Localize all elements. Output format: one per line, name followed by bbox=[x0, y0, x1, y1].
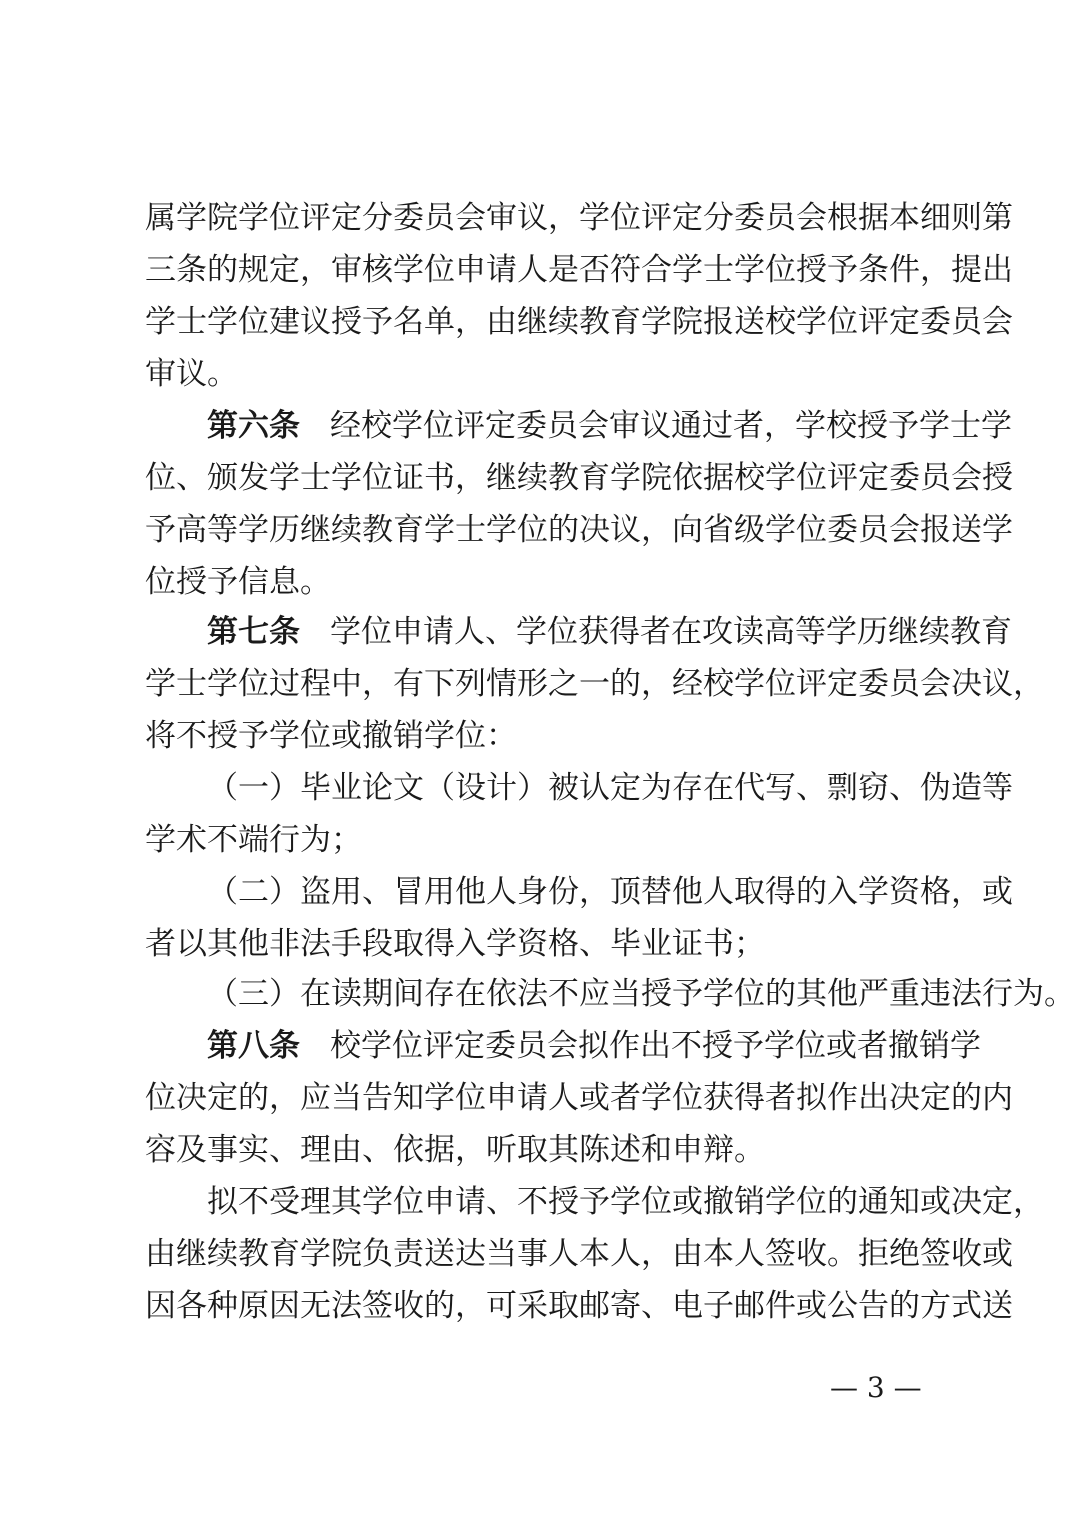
text-line: 由继续教育学院负责送达当事人本人，由本人签收。拒绝签收或 bbox=[145, 1236, 1013, 1272]
article-7-text: 学位申请人、学位获得者在攻读高等学历继续教育 bbox=[330, 614, 1012, 650]
text-line: 位授予信息。 bbox=[145, 564, 331, 600]
text-line: 位决定的，应当告知学位申请人或者学位获得者拟作出决定的内 bbox=[145, 1080, 1013, 1116]
text-line: 予高等学历继续教育学士学位的决议，向省级学位委员会报送学 bbox=[145, 512, 1013, 548]
article-8-text: 校学位评定委员会拟作出不授予学位或者撤销学 bbox=[330, 1028, 981, 1064]
text-line: 学士学位过程中，有下列情形之一的，经校学位评定委员会决议， bbox=[145, 666, 1044, 702]
text-line: 三条的规定，审核学位申请人是否符合学士学位授予条件，提出 bbox=[145, 252, 1013, 288]
article-6-text: 经校学位评定委员会审议通过者，学校授予学士学 bbox=[330, 408, 1012, 444]
paragraph-first-line: 拟不受理其学位申请、不授予学位或撤销学位的通知或决定， bbox=[207, 1184, 1044, 1220]
list-item-1-first: （一）毕业论文（设计）被认定为存在代写、剽窃、伪造等 bbox=[207, 770, 1013, 806]
list-item-1-rest: 学术不端行为； bbox=[145, 822, 362, 858]
page-number: — 3 — bbox=[830, 1371, 922, 1404]
text-line: 容及事实、理由、依据，听取其陈述和申辩。 bbox=[145, 1132, 765, 1168]
article-6-first-line bbox=[207, 406, 1012, 446]
article-7-first-line bbox=[207, 612, 1012, 652]
list-item-2-first: （二）盗用、冒用他人身份，顶替他人取得的入学资格，或 bbox=[207, 874, 1013, 910]
article-8-heading: 第八条 bbox=[207, 1028, 300, 1064]
text-line: 将不授予学位或撤销学位： bbox=[145, 718, 517, 754]
text-line: 因各种原因无法签收的，可采取邮寄、电子邮件或公告的方式送 bbox=[145, 1288, 1013, 1324]
text-line: 学士学位建议授予名单，由继续教育学院报送校学位评定委员会 bbox=[145, 304, 1013, 340]
text-line: 属学院学位评定分委员会审议，学位评定分委员会根据本细则第 bbox=[145, 200, 1013, 236]
text-line: 审议。 bbox=[145, 356, 238, 392]
article-6-heading: 第六条 bbox=[207, 408, 300, 444]
list-item-3: （三）在读期间存在依法不应当授予学位的其他严重违法行为。 bbox=[207, 976, 1075, 1012]
list-item-2-rest: 者以其他非法手段取得入学资格、毕业证书； bbox=[145, 926, 765, 962]
article-8-first-line bbox=[207, 1026, 981, 1066]
text-line: 位、颁发学士学位证书，继续教育学院依据校学位评定委员会授 bbox=[145, 460, 1013, 496]
article-7-heading: 第七条 bbox=[207, 614, 300, 650]
